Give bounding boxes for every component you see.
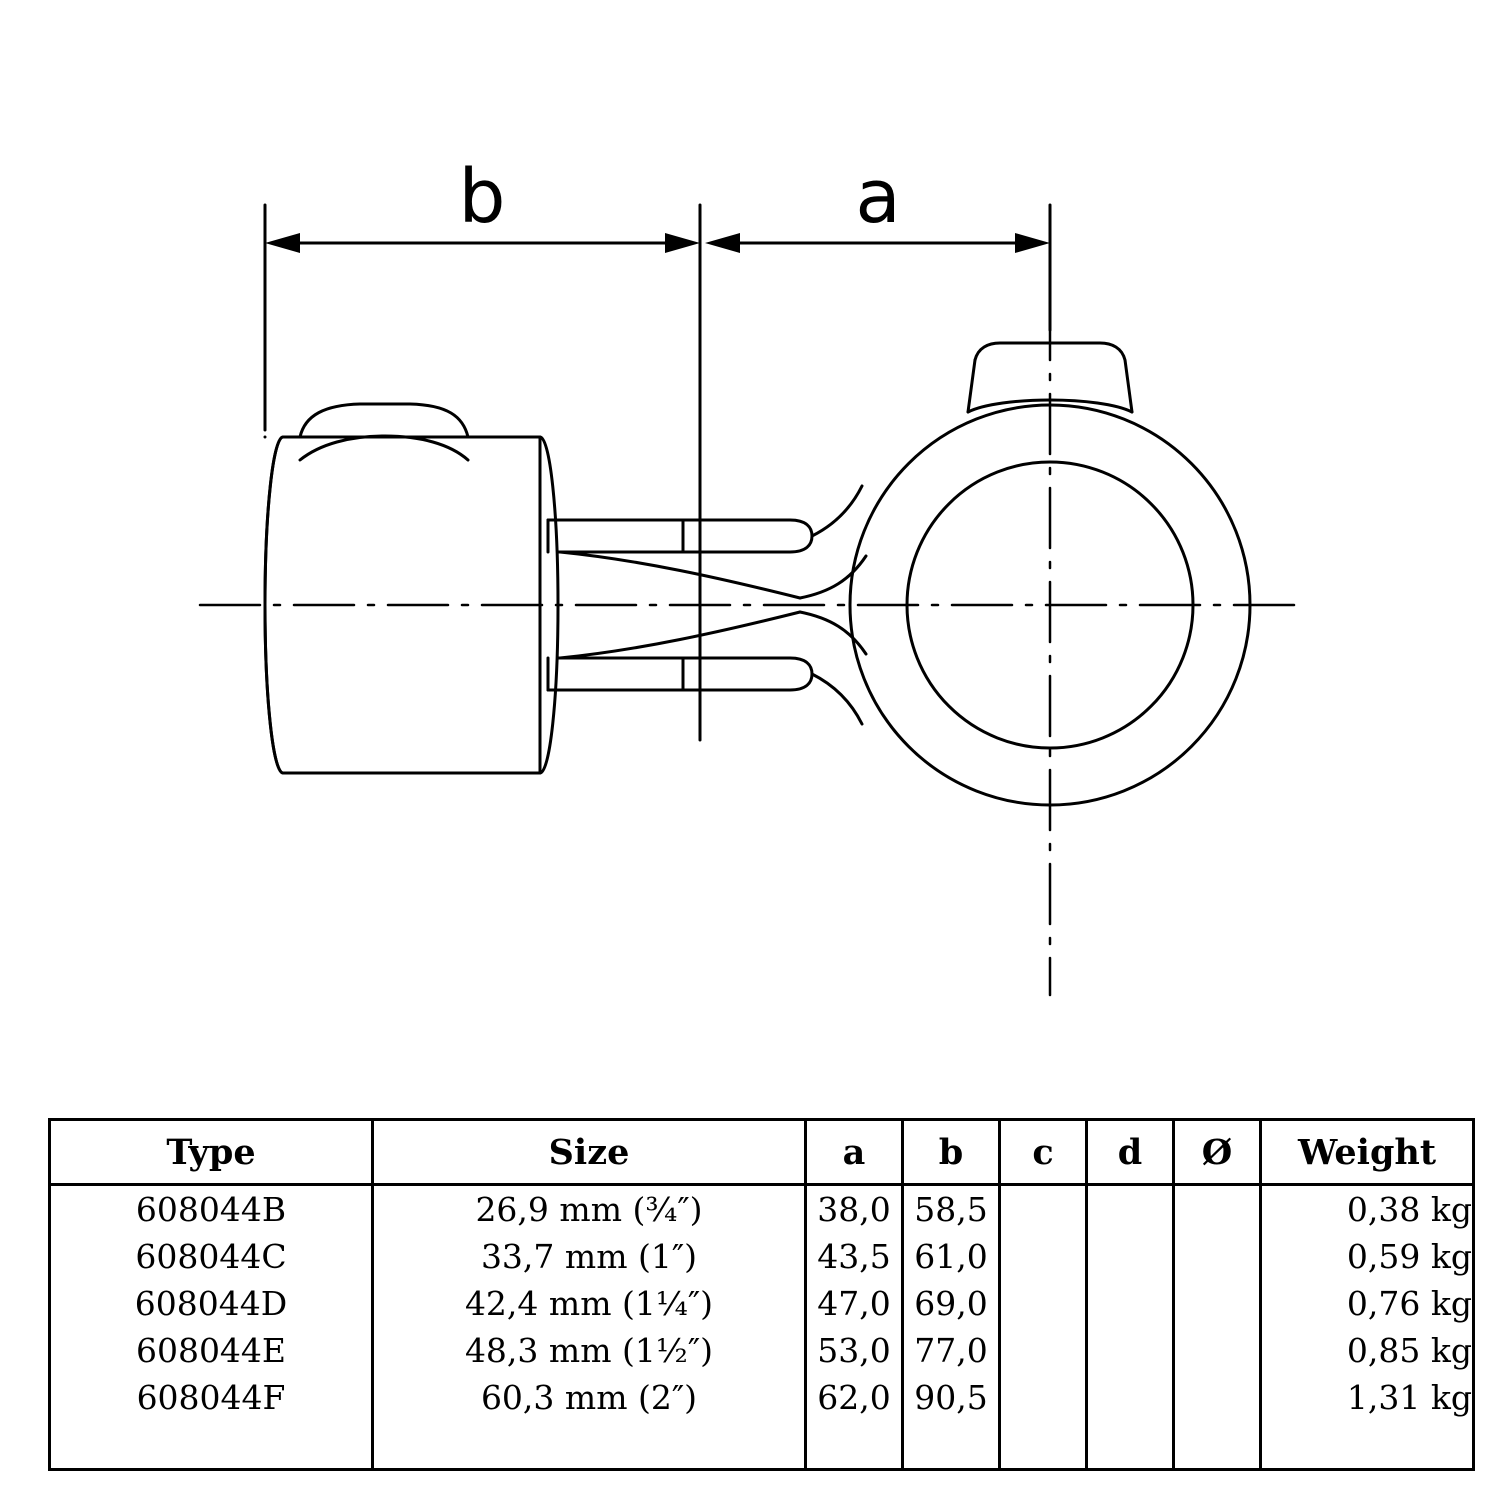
spacer-cell (1000, 1421, 1087, 1470)
cell-size: 33,7 mm (1″) (373, 1233, 806, 1280)
socket-body (265, 404, 558, 773)
table-row (50, 1374, 1474, 1421)
cell-b: 61,0 (903, 1233, 1000, 1280)
cell-size: 48,3 mm (1½″) (373, 1327, 806, 1374)
cell-b: 58,5 (903, 1185, 1000, 1234)
cell-diameter (1174, 1233, 1261, 1280)
table-spacer-row (50, 1421, 1474, 1470)
header-d: d (1087, 1120, 1174, 1185)
cell-weight: 1,31 kg (1261, 1374, 1474, 1421)
cell-diameter (1174, 1280, 1261, 1327)
cell-d (1087, 1327, 1174, 1374)
cell-a: 43,5 (806, 1233, 903, 1280)
cell-b: 69,0 (903, 1280, 1000, 1327)
spacer-cell (373, 1421, 806, 1470)
cell-type: 608044E (50, 1327, 373, 1374)
table-row (50, 1280, 1474, 1327)
cell-c (1000, 1185, 1087, 1234)
cell-diameter (1174, 1327, 1261, 1374)
cell-c (1000, 1327, 1087, 1374)
cell-type: 608044D (50, 1280, 373, 1327)
dimension-extension-lines (265, 205, 1050, 740)
cell-d (1087, 1185, 1174, 1234)
cell-b: 90,5 (903, 1374, 1000, 1421)
cell-d (1087, 1374, 1174, 1421)
cell-b: 77,0 (903, 1327, 1000, 1374)
cell-d (1087, 1280, 1174, 1327)
cell-c (1000, 1374, 1087, 1421)
cell-type: 608044C (50, 1233, 373, 1280)
cell-d (1087, 1233, 1174, 1280)
cell-size: 60,3 mm (2″) (373, 1374, 806, 1421)
spec-table (48, 1118, 1475, 1471)
table-row (50, 1327, 1474, 1374)
cell-weight: 0,38 kg (1261, 1185, 1474, 1234)
header-a: a (806, 1120, 903, 1185)
cell-diameter (1174, 1185, 1261, 1234)
header-b: b (903, 1120, 1000, 1185)
cell-size: 26,9 mm (¾″) (373, 1185, 806, 1234)
header-c: c (1000, 1120, 1087, 1185)
table-row (50, 1185, 1474, 1234)
cell-c (1000, 1233, 1087, 1280)
dimension-label-b: b (458, 154, 506, 240)
cell-weight: 0,59 kg (1261, 1233, 1474, 1280)
spacer-cell (50, 1421, 373, 1470)
header-type: Type (50, 1120, 373, 1185)
cell-a: 38,0 (806, 1185, 903, 1234)
cell-type: 608044F (50, 1374, 373, 1421)
spacer-cell (1261, 1421, 1474, 1470)
header-weight: Weight (1261, 1120, 1474, 1185)
header-diameter: Ø (1174, 1120, 1261, 1185)
table-row (50, 1233, 1474, 1280)
spacer-cell (1174, 1421, 1261, 1470)
spacer-cell (903, 1421, 1000, 1470)
cell-a: 62,0 (806, 1374, 903, 1421)
spacer-cell (1087, 1421, 1174, 1470)
cell-a: 53,0 (806, 1327, 903, 1374)
dimension-label-a: a (855, 154, 901, 240)
cell-weight: 0,76 kg (1261, 1280, 1474, 1327)
header-size: Size (373, 1120, 806, 1185)
cell-weight: 0,85 kg (1261, 1327, 1474, 1374)
spacer-cell (806, 1421, 903, 1470)
cell-a: 47,0 (806, 1280, 903, 1327)
table-header-row (50, 1120, 1474, 1185)
cell-diameter (1174, 1374, 1261, 1421)
cell-c (1000, 1280, 1087, 1327)
cell-type: 608044B (50, 1185, 373, 1234)
cell-size: 42,4 mm (1¼″) (373, 1280, 806, 1327)
spec-table-container (48, 1118, 1472, 1471)
